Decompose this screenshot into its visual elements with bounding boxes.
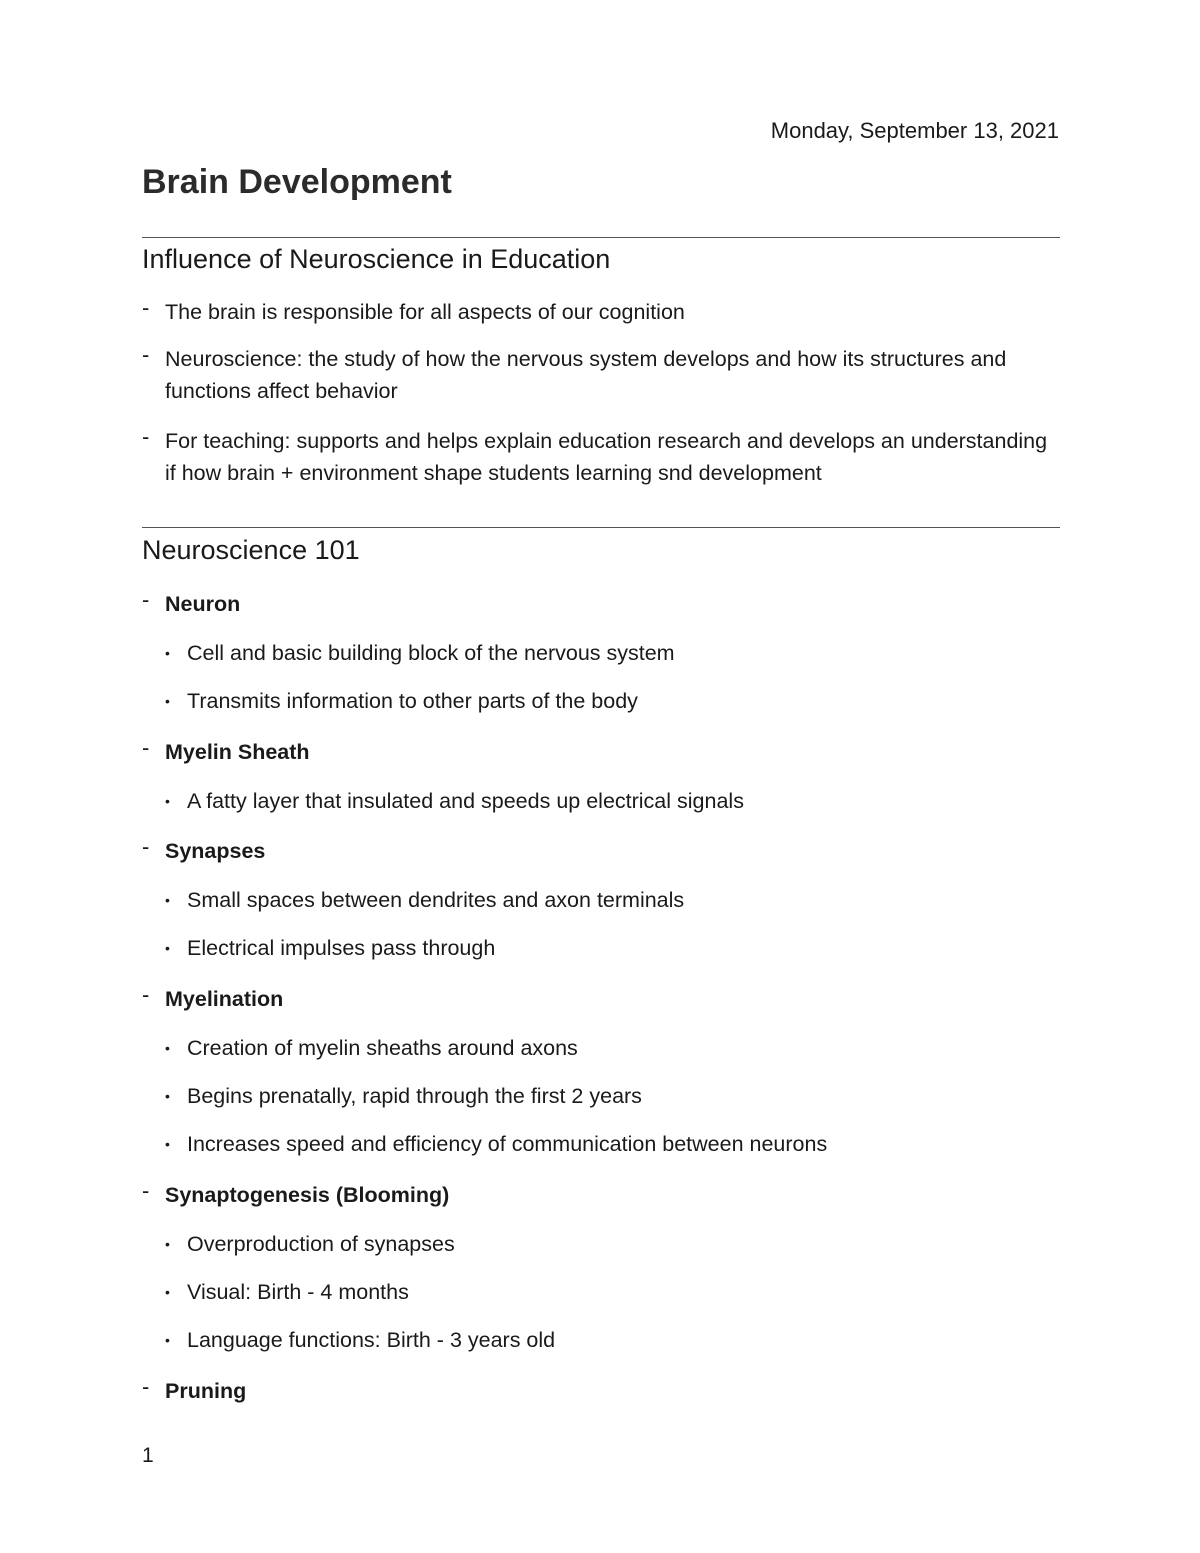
topic-point (165, 1324, 1060, 1356)
topic-point-text: A fatty layer that insulated and speeds up electrical signals (187, 789, 744, 813)
topic-term (142, 1179, 1060, 1211)
list-item-text: The brain is responsible for all aspects of our cognition (165, 300, 685, 324)
topic-point (165, 1128, 1060, 1160)
topic-point-text: Electrical impulses pass through (187, 936, 496, 960)
topic-term (142, 983, 1060, 1015)
topic-point (165, 884, 1060, 916)
topic-term (142, 835, 1060, 867)
dash-bullet-icon: - (142, 295, 150, 320)
list-item (142, 296, 1060, 328)
page-title: Brain Development (142, 163, 452, 201)
topic-point-text: Increases speed and efficiency of communication between neurons (187, 1132, 828, 1156)
topic-point (165, 1276, 1060, 1308)
topic-point (165, 785, 1060, 817)
bullet-icon: • (165, 1236, 170, 1252)
bullet-icon: • (165, 793, 170, 809)
bullet-icon: • (165, 1040, 170, 1056)
topic-term-text: Myelin Sheath (165, 740, 310, 764)
list-item (142, 425, 1060, 489)
topic-term-text: Synaptogenesis (Blooming) (165, 1183, 450, 1207)
dash-bullet-icon: - (142, 735, 150, 760)
topic-point (165, 1032, 1060, 1064)
topic-point-text: Overproduction of synapses (187, 1232, 455, 1256)
topic-term (142, 1375, 1060, 1407)
dash-bullet-icon: - (142, 1374, 150, 1399)
bullet-icon: • (165, 645, 170, 661)
dash-bullet-icon: - (142, 982, 150, 1007)
bullet-icon: • (165, 940, 170, 956)
bullet-icon: • (165, 693, 170, 709)
page-number: 1 (142, 1444, 154, 1467)
topic-point (165, 932, 1060, 964)
topic-term-text: Pruning (165, 1379, 247, 1403)
topic-point-text: Creation of myelin sheaths around axons (187, 1036, 578, 1060)
document-date: Monday, September 13, 2021 (770, 118, 1059, 143)
list-item-text: For teaching: supports and helps explain education research and develops an understanding if how brain + environment shape students learning snd development (165, 429, 1048, 485)
dash-bullet-icon: - (142, 424, 150, 449)
section-divider (142, 527, 1060, 528)
bullet-icon: • (165, 892, 170, 908)
dash-bullet-icon: - (142, 1178, 150, 1203)
topic-point (165, 1080, 1060, 1112)
dash-bullet-icon: - (142, 342, 150, 367)
dash-bullet-icon: - (142, 834, 150, 859)
topic-point (165, 685, 1060, 717)
section-divider (142, 237, 1060, 238)
topic-point-text: Cell and basic building block of the nervous system (187, 641, 675, 665)
topic-point (165, 1228, 1060, 1260)
list-item-text: Neuroscience: the study of how the nervous system develops and how its structures and functions affect behavior (165, 347, 1007, 403)
topic-point-text: Transmits information to other parts of the body (187, 689, 638, 713)
topic-point-text: Visual: Birth - 4 months (187, 1280, 409, 1304)
bullet-icon: • (165, 1088, 170, 1104)
topic-term (142, 736, 1060, 768)
section-heading-influence: Influence of Neuroscience in Education (142, 244, 611, 274)
section-heading-neuroscience-101: Neuroscience 101 (142, 535, 360, 565)
dash-bullet-icon: - (142, 587, 150, 612)
topic-term-text: Myelination (165, 987, 284, 1011)
topic-point (165, 637, 1060, 669)
topic-term-text: Neuron (165, 592, 241, 616)
topic-term (142, 588, 1060, 620)
topic-point-text: Language functions: Birth - 3 years old (187, 1328, 556, 1352)
list-item (142, 343, 1060, 407)
bullet-icon: • (165, 1332, 170, 1348)
topic-point-text: Small spaces between dendrites and axon terminals (187, 888, 685, 912)
bullet-icon: • (165, 1284, 170, 1300)
topic-point-text: Begins prenatally, rapid through the first 2 years (187, 1084, 642, 1108)
topic-term-text: Synapses (165, 839, 266, 863)
bullet-icon: • (165, 1136, 170, 1152)
